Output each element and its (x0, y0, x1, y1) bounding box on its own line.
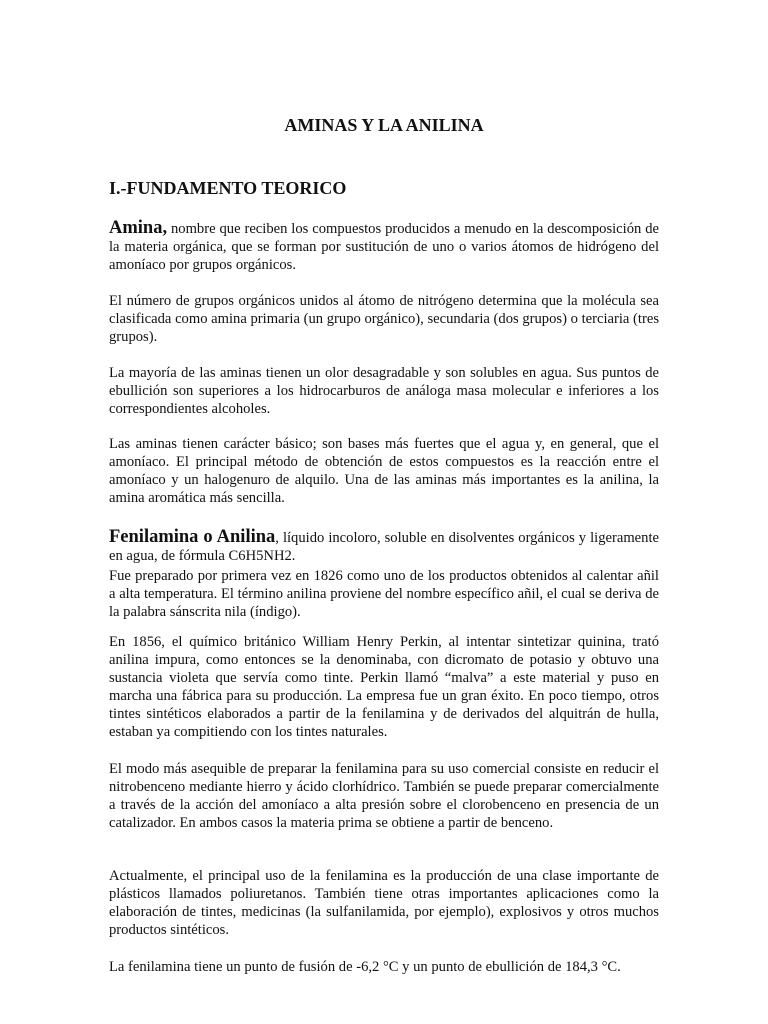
paragraph-aniline-history: Fue preparado por primera vez en 1826 como uno de los productos obtenidos al calentar añil a alta temperatura. El término anilina proviene del nombre específico añil, el cual se deriva de la palabra sánscrita nila (índigo). (109, 568, 659, 620)
paragraph-uses: Actualmente, el principal uso de la fenilamina es la producción de una clase importante de plásticos llamados poliuretanos. También tiene otras importantes aplicaciones como la elaboración de tintes, medicinas (la sulfanilamida, por ejemplo), explosivos y otros muchos productos sintéticos. (109, 868, 659, 938)
lead-term-amina: Amina, (109, 218, 168, 238)
paragraph-text: nombre que reciben los compuestos producidos a menudo en la descomposición de la materia orgánica, que se forman por sustitución de uno o varios átomos de hidrógeno del amoníaco por grupos orgánicos. (109, 221, 659, 273)
paragraph-amine-classification: El número de grupos orgánicos unidos al átomo de nitrógeno determina que la molécula sea clasificada como amina primaria (un grupo orgánico), secundaria (dos grupos) o terciaria (tres grupos). (109, 293, 659, 345)
paragraph-melting-boiling-points: La fenilamina tiene un punto de fusión de -6,2 °C y un punto de ebullición de 184,3 °C. (109, 959, 621, 975)
paragraph-amine-basic-character: Las aminas tienen carácter básico; son bases más fuertes que el agua y, en general, que el amoníaco. El principal método de obtención de estos compuestos es la reacción entre el amoníaco y un halogenuro de alquilo. Una de las aminas más importantes es la anilina, la amina aromática más sencilla. (109, 436, 659, 506)
paragraph-amina-definition (109, 219, 659, 274)
paragraph-preparation: El modo más asequible de preparar la fenilamina para su uso comercial consiste en reducir el nitrobenceno mediante hierro y ácido clorhídrico. También se puede preparar comercialmente a través de la acción del amoníaco a alta presión sobre el clorobenceno en presencia de un catalizador. En ambos casos la materia prima se obtiene a partir de benceno. (109, 761, 659, 831)
paragraph-amine-properties: La mayoría de las aminas tienen un olor desagradable y son solubles en agua. Sus puntos de ebullición son superiores a los hidrocarburos de análoga masa molecular e inferiores a los correspondientes alcoholes. (109, 365, 659, 417)
paragraph-perkin: En 1856, el químico británico William Henry Perkin, al intentar sintetizar quinina, trató anilina impura, como entonces se la denominaba, con dicromato de potasio y obtuvo una sustancia violeta que servía como tinte. Perkin llamó “malva” a este material y puso en marcha una fábrica para su producción. La empresa fue un gran éxito. En poco tiempo, otros tintes sintéticos elaborados a partir de la fenilamina y de derivados del alquitrán de hulla, estaban ya compitiendo con los tintes naturales. (109, 634, 659, 740)
document-title: AMINAS Y LA ANILINA (284, 115, 484, 135)
lead-term-fenilamina: Fenilamina o Anilina (109, 527, 276, 547)
paragraph-text: , líquido incoloro, soluble en disolventes orgánicos y ligeramente en agua, de fórmula C6H5NH2. (109, 530, 659, 564)
paragraph-fenilamina-definition (109, 528, 659, 565)
section-heading: I.-FUNDAMENTO TEORICO (109, 178, 347, 198)
